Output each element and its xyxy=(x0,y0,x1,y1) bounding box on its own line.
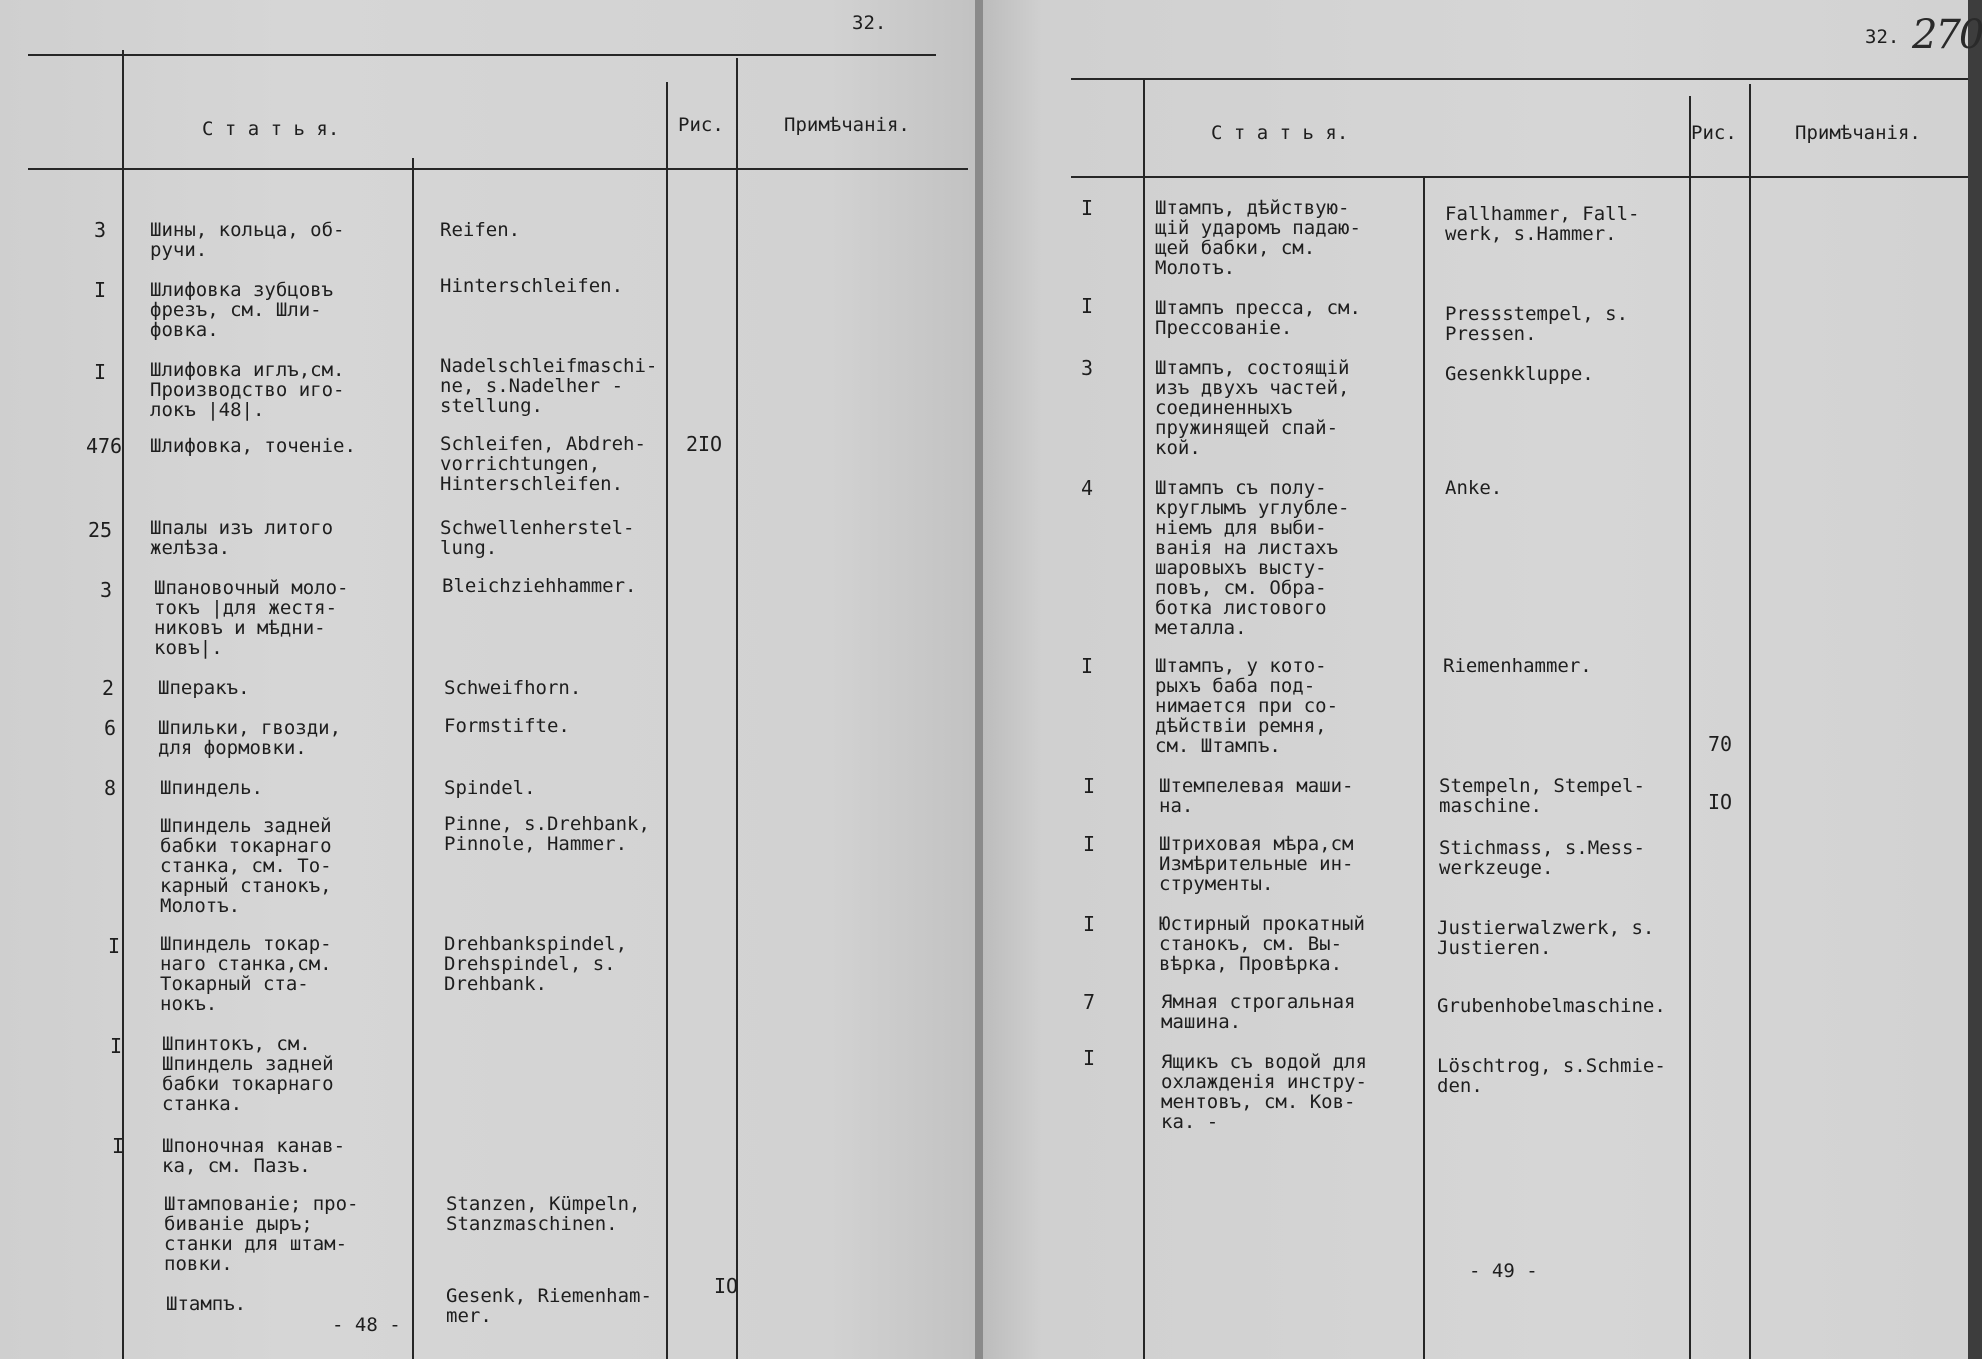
count-cell: 25 xyxy=(87,518,113,542)
count-cell: 3 xyxy=(1080,356,1094,380)
russian-term: Шпиндель токар- наго станка,см. Токарный ста- нокъ. xyxy=(160,933,332,1015)
count-cell: I xyxy=(1082,912,1096,936)
russian-term: Штриховая мѣра,см Измѣрительные ин- струменты. xyxy=(1159,833,1354,895)
column-divider xyxy=(666,82,668,1359)
column-divider xyxy=(1143,80,1145,1359)
german-term: Löschtrog, s.Schmie- den. xyxy=(1437,1055,1666,1097)
fig-cell: IO xyxy=(713,1274,739,1298)
fig-cell: IO xyxy=(1707,790,1733,814)
german-term: Schweifhorn. xyxy=(444,677,582,699)
column-divider xyxy=(412,158,414,1359)
german-term: Gesenk, Riemenham- mer. xyxy=(446,1285,652,1327)
russian-term: Штампъ, дѣйствую- щій ударомъ падаю- щей бабки, см. Молотъ. xyxy=(1155,197,1361,279)
page-footer-number: - 49 - xyxy=(1469,1260,1538,1282)
count-cell: I xyxy=(1082,1046,1096,1070)
count-cell: I xyxy=(1080,196,1094,220)
german-term: Stichmass, s.Mess- werkzeuge. xyxy=(1439,837,1645,879)
count-cell: I xyxy=(107,934,121,958)
count-cell: 2 xyxy=(101,676,115,700)
russian-term: Штампъ. xyxy=(166,1293,247,1315)
fig-column-header: Рис. xyxy=(1691,122,1737,144)
german-term: Fallhammer, Fall- werk, s.Hammer. xyxy=(1445,203,1640,245)
count-cell: 7 xyxy=(1082,990,1096,1014)
count-cell: I xyxy=(1080,294,1094,318)
german-term: Justierwalzwerk, s. Justieren. xyxy=(1437,917,1655,959)
count-cell: I xyxy=(1082,832,1096,856)
handwritten-page-number: 270 xyxy=(1912,12,1982,58)
german-term: Schwellenherstel- lung. xyxy=(440,517,635,559)
german-term: Pressstempel, s. Pressen. xyxy=(1445,303,1629,345)
article-column-header: С т а т ь я. xyxy=(202,118,340,140)
fig-cell: 70 xyxy=(1707,732,1733,756)
column-divider xyxy=(736,58,738,1359)
russian-term: Шперакъ. xyxy=(158,677,250,699)
table-top-rule xyxy=(28,54,936,56)
count-cell: 3 xyxy=(99,578,113,602)
count-cell: I xyxy=(93,360,107,384)
russian-term: Шпалы изъ литого желѣза. xyxy=(150,517,334,559)
russian-term: Шлифовка зубцовъ фрезъ, см. Шли- фовка. xyxy=(150,279,334,341)
column-divider xyxy=(1689,96,1691,1359)
german-term: Anke. xyxy=(1445,477,1503,499)
russian-term: Шпиндель. xyxy=(160,777,263,799)
column-divider xyxy=(122,50,124,1359)
german-term: Formstifte. xyxy=(444,715,570,737)
count-cell: 476 xyxy=(85,434,123,458)
german-term: Stempeln, Stempel- maschine. xyxy=(1439,775,1645,817)
fig-column-header: Рис. xyxy=(678,114,724,136)
header-bottom-rule xyxy=(28,168,968,170)
count-cell: I xyxy=(111,1134,125,1158)
german-term: Stanzen, Kümpeln, Stanzmaschinen. xyxy=(446,1193,641,1235)
column-divider xyxy=(1423,176,1425,1359)
page-number: 32. xyxy=(1865,26,1900,48)
german-term: Hinterschleifen. xyxy=(440,275,624,297)
russian-term: Штемпелевая маши- на. xyxy=(1159,775,1354,817)
german-term: Bleichziehhammer. xyxy=(442,575,637,597)
russian-term: Шины, кольца, об- ручи. xyxy=(150,219,345,261)
german-term: Schleifen, Abdreh- vorrichtungen, Hinterschleifen. xyxy=(440,433,646,495)
page-footer-number: - 48 - xyxy=(332,1314,401,1336)
russian-term: Штампъ съ полу- круглымъ углубле- ніемъ для выби- ванія на листахъ шаровыхъ высту- повъ, см. Обра- ботка листового металла. xyxy=(1155,477,1350,639)
notes-column-header: Примѣчанія. xyxy=(784,114,910,136)
count-cell: 6 xyxy=(103,716,117,740)
count-cell: I xyxy=(93,278,107,302)
notes-column-header: Примѣчанія. xyxy=(1795,122,1921,144)
count-cell: I xyxy=(1080,654,1094,678)
german-term: Riemenhammer. xyxy=(1443,655,1592,677)
german-term: Drehbankspindel, Drehspindel, s. Drehbank. xyxy=(444,933,628,995)
russian-term: Шпинтокъ, см. Шпиндель задней бабки токарнаго станка. xyxy=(162,1033,334,1115)
russian-term: Штампъ, состоящій изъ двухъ частей, соединенныхъ пружинящей спай- кой. xyxy=(1155,357,1350,459)
german-term: Nadelschleifmaschi- ne, s.Nadelher - stellung. xyxy=(440,355,658,417)
fig-cell: 2IO xyxy=(685,432,723,456)
russian-term: Шлифовка иглъ,см. Производство иго- локъ |48|. xyxy=(150,359,345,421)
count-cell: 8 xyxy=(103,776,117,800)
header-bottom-rule xyxy=(1071,176,1968,178)
table-top-rule xyxy=(1071,78,1968,80)
german-term: Grubenhobelmaschine. xyxy=(1437,995,1666,1017)
russian-term: Штампъ, у кото- рыхъ баба под- нимается при со- дѣйствіи ремня, см. Штампъ. xyxy=(1155,655,1339,757)
russian-term: Штампъ пресса, см. Прессованіе. xyxy=(1155,297,1361,339)
russian-term: Шпановочный моло- токъ |для жестя- никовъ и мѣдни- ковъ|. xyxy=(154,577,349,659)
page-number: 32. xyxy=(852,12,887,34)
russian-term: Юстирный прокатный станокъ, см. Вы- вѣрка, Провѣрка. xyxy=(1159,913,1365,975)
russian-term: Штампованіе; про- биваніе дыръ; станки для штам- повки. xyxy=(164,1193,359,1275)
count-cell: 3 xyxy=(93,218,107,242)
russian-term: Ямная строгальная машина. xyxy=(1161,991,1356,1033)
article-column-header: С т а т ь я. xyxy=(1211,122,1349,144)
german-term: Reifen. xyxy=(440,219,521,241)
russian-term: Шлифовка, точеніе. xyxy=(150,435,356,457)
german-term: Pinne, s.Drehbank, Pinnole, Hammer. xyxy=(444,813,650,855)
russian-term: Шпиндель задней бабки токарнаго станка, см. То- карный станокъ, Молотъ. xyxy=(160,815,332,917)
column-divider xyxy=(1749,84,1751,1359)
german-term: Gesenkkluppe. xyxy=(1445,363,1594,385)
right-page xyxy=(983,0,1982,1359)
russian-term: Ящикъ съ водой для охлажденія инстру- ментовъ, см. Ков- ка. - xyxy=(1161,1051,1367,1133)
count-cell: I xyxy=(1082,774,1096,798)
german-term: Spindel. xyxy=(444,777,536,799)
count-cell: I xyxy=(109,1034,123,1058)
count-cell: 4 xyxy=(1080,476,1094,500)
russian-term: Шпильки, гвозди, для формовки. xyxy=(158,717,342,759)
book-gutter xyxy=(975,0,983,1359)
left-page xyxy=(0,0,975,1359)
russian-term: Шпоночная канав- ка, см. Пазъ. xyxy=(162,1135,346,1177)
